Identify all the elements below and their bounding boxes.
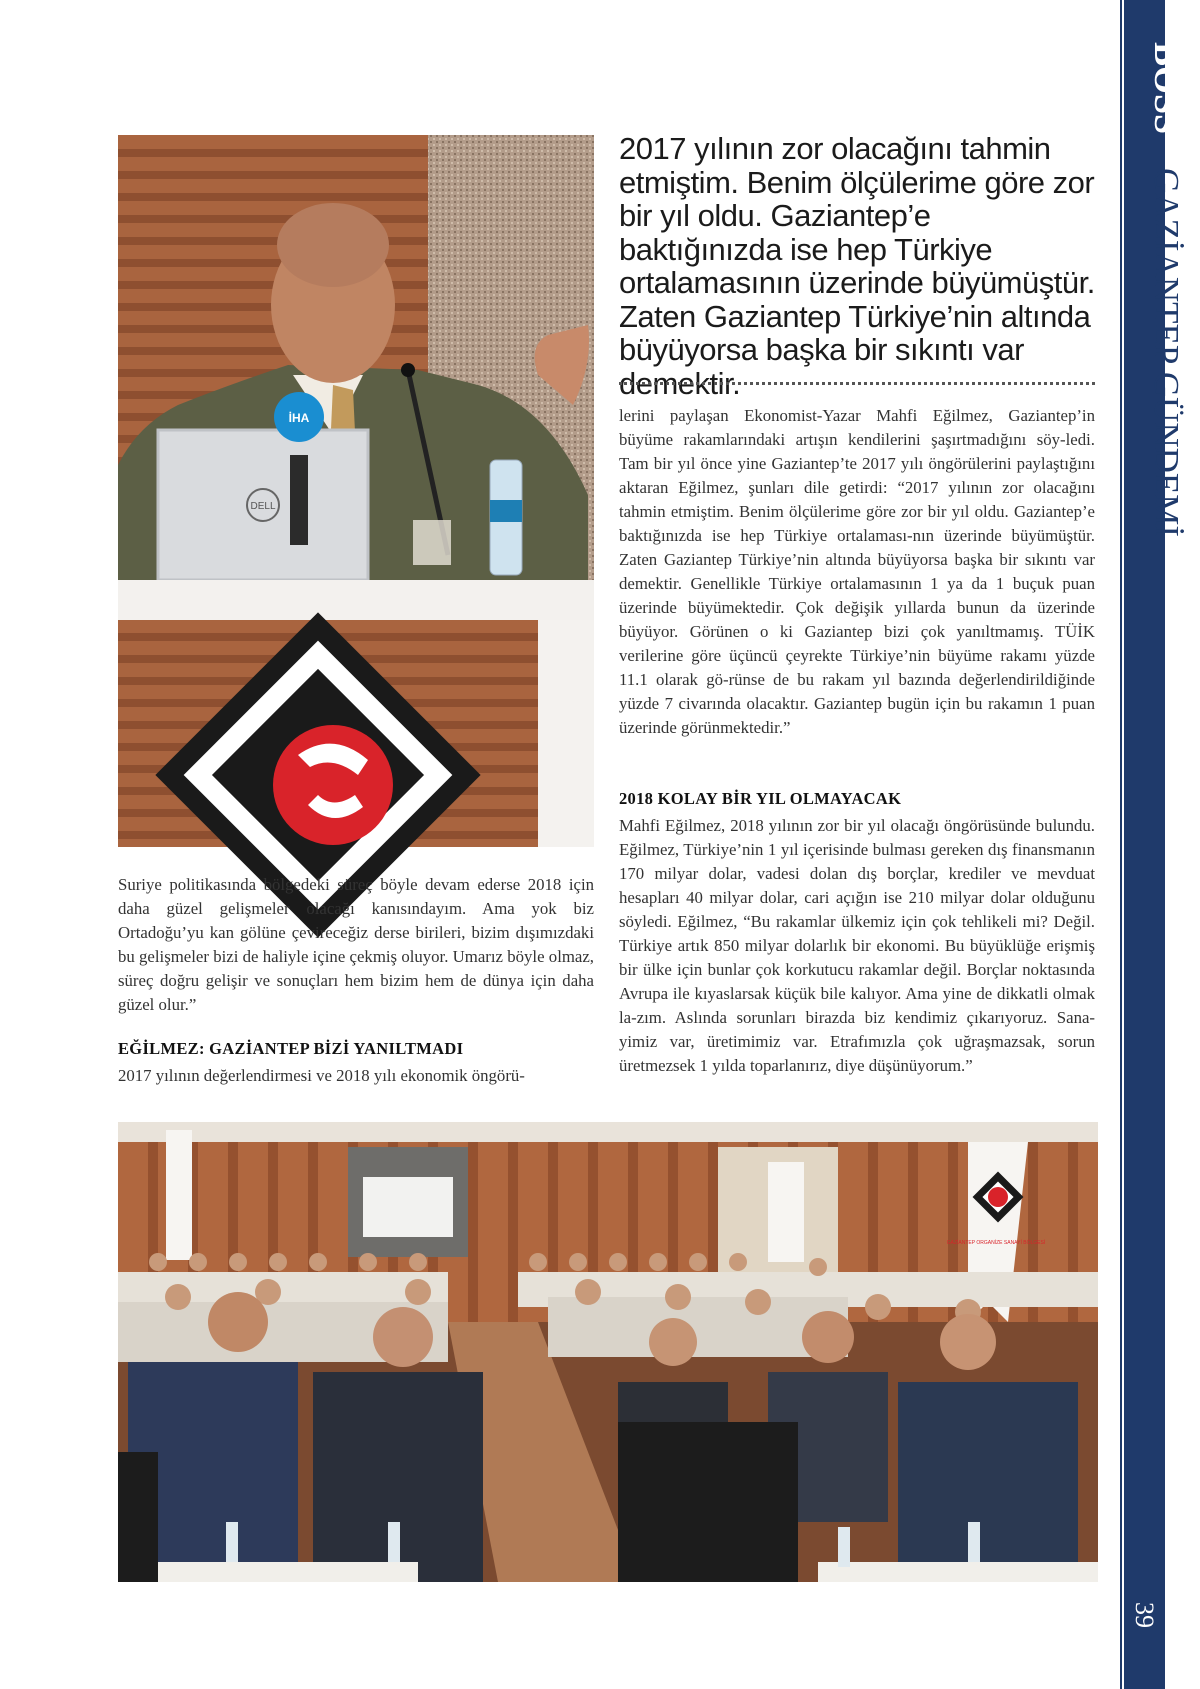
page-number-text: 39	[1130, 1602, 1159, 1628]
left-column-paragraph-1: Suriye politikasında bölgedeki süreç böyle devam ederse 2018 için daha güzel gelişmeler olacağı kanısındayım. Ama yok biz Ortadoğu’yu kan gölüne çevireceğiz derse birileri, bizim dışımızdaki bu gelişmeler bizi de haliyle içine çekmiş oluyor. Umarız böyle olmaz, süreç doğru gelişir ve sonuçları hem bizim hem de dünya için daha güzel olur.”	[118, 875, 594, 1014]
right-column-paragraph-1: lerini paylaşan Ekonomist-Yazar Mahfi Eğilmez, Gaziantep’in büyüme rakamlarındaki artışın kendilerini şaşırtmadığını söy-ledi. Tam bir yıl önce yine Gaziantep’te 2017 yılı öngörülerini paylaştığını aktaran Eğilmez, şunları dile getirdi: “2017 yılının zor olacağını tahmin etmiştim. Benim ölçülerime göre zor bir yıl oldu. Gaziantep’e baktığınızda ise hep Türkiye ortalaması-nın üzerinde büyümüştür. Zaten Gaziantep Türkiye’nin altında büyüyorsa başka bir sıkıntı var demektir. Genellikle Türkiye ortalamasının 1 ya da 1 buçuk puan üzerinde büyümektedir. Çok değişik yıllarda bunun da üzerinde büyüyor. Görünen o ki Gaziantep bizi çok yanıltmamış. TÜİK verilerine göre üçüncü çeyrekte Türkiye’nin büyüme rakamı yüzde 11.1 olarak gö-rünse de bu rakam yıl bazında değerlendirildiğinde yüzde 7 civarında olacaktır. Gaziantep bugün için bu rakamın 1 puan üzerinde görünmektedir.”	[619, 406, 1095, 737]
left-column-subheading: EĞİLMEZ: GAZİANTEP BİZİ YANILTMADI	[118, 1039, 464, 1058]
right-column-subheading: 2018 KOLAY BİR YIL OLMAYACAK	[619, 789, 902, 808]
audience-photo	[118, 1122, 1098, 1582]
laptop-logo: DELL	[250, 501, 276, 512]
left-column-paragraph-2: 2017 yılının değerlendirmesi ve 2018 yılı ekonomik öngörü-	[118, 1066, 525, 1085]
page-number	[1124, 1600, 1165, 1640]
magazine-title	[1115, 40, 1187, 550]
right-column-paragraph-2: Mahfi Eğilmez, 2018 yılının zor bir yıl olacağı öngörüsünde bulundu. Eğilmez, Türkiye’nin 1 yıl içerisinde bulması gereken dış finansmanın 170 milyar dolar, vadesi dolan dış borçlar, krediler ve mevduat hesapları 40 milyar dolar, cari açığın ise 210 milyar dolar olduğunu söyledi. Eğilmez, “Bu rakamlar ülkemiz için çok tehlikeli mi? Değil. Türkiye artık 850 milyar dolarlık bir ekonomi. Bu büyüklüğe erişmiş bir ülke için bunlar çok korkutucu rakamlar değil. Borçlar noktasında Avrupa ile kıyaslarsak küçük bile kalıyor. Ama yine de dikkatli olmak la-zım. Aslında sorunları birazda biz kendimiz çıkarıyoruz. Sana-yimiz var, üretimimiz var. Etrafımızla çok uğraşmazsak, sorun üretmezsek 1 yılda toparlanırız, diye düşünüyorum.”	[619, 816, 1095, 1075]
magazine-title-light: GAZİANTEP GÜNDEMİ	[1147, 168, 1186, 538]
pull-quote: 2017 yılının zor olacağını tahmin etmiştim. Benim ölçülerime göre zor bir yıl oldu. Gaziantep’e baktığınızda ise hep Türkiye ortalamasının üzerinde büyümüştür. Zaten Gaziantep Türkiye’nin altında büyüyorsa başka bir sıkıntı var demektir.	[619, 131, 1095, 401]
magazine-title-bold: BOSS	[1147, 42, 1187, 135]
microphone-badge: İHA	[288, 411, 310, 425]
dotted-divider	[619, 382, 1095, 385]
banner-text: GAZİANTEP ORGANİZE SANAYİ BÖLGESİ	[946, 1240, 1046, 1246]
speaker-photo	[118, 135, 594, 847]
